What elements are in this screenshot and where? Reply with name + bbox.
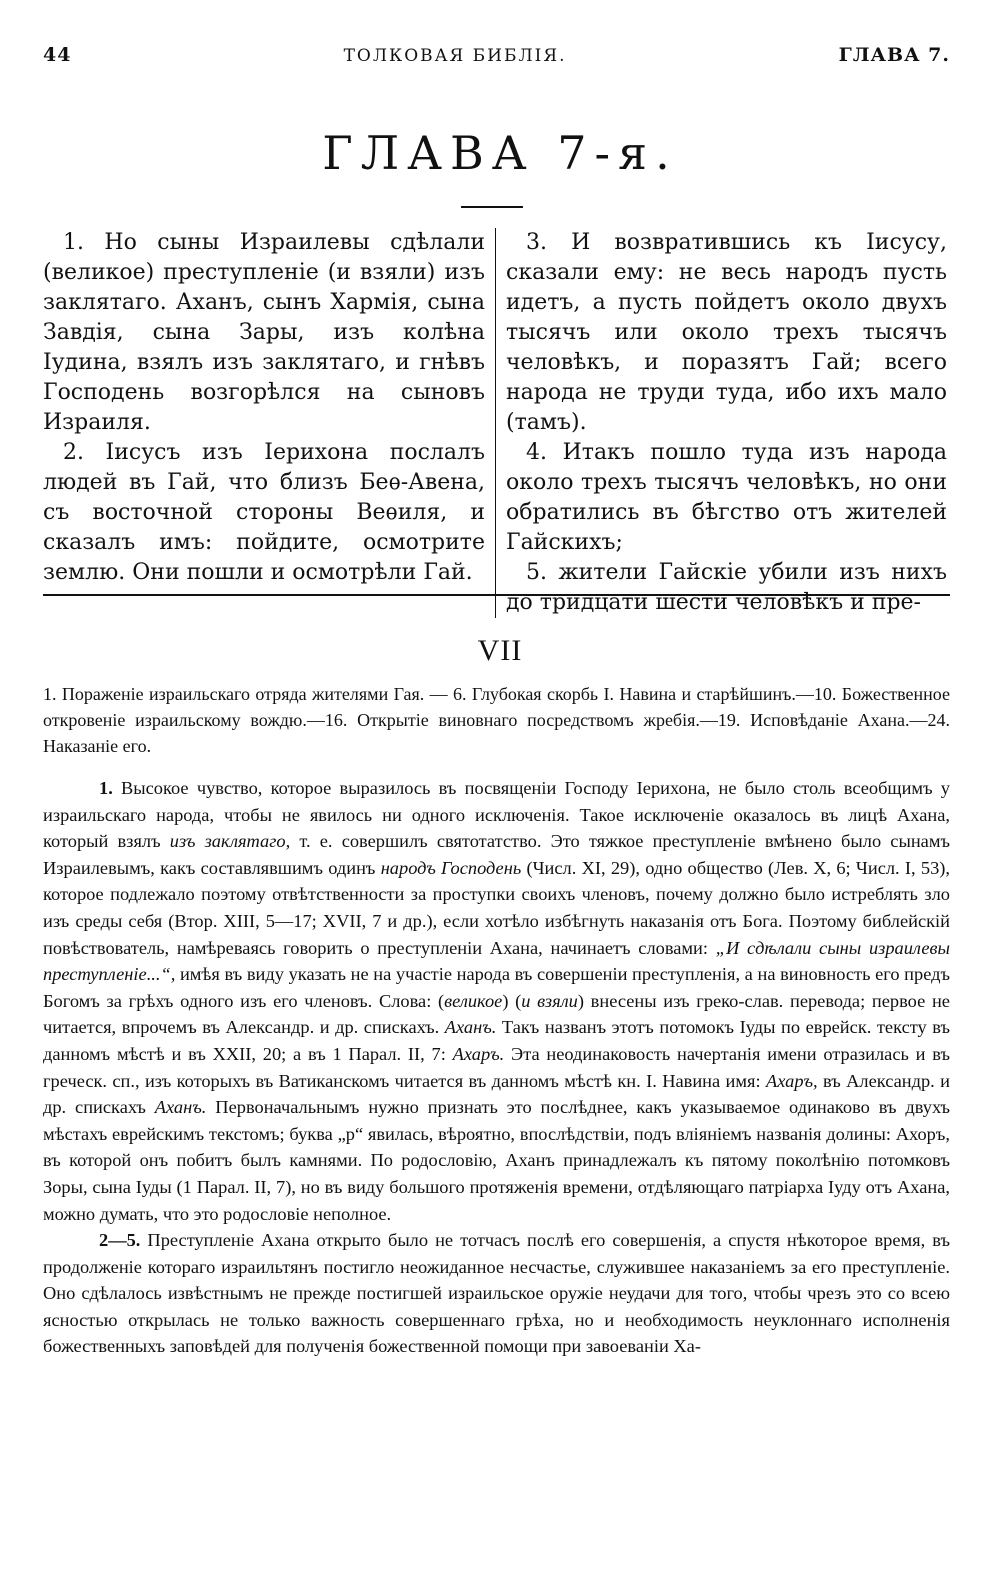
commentary-emphasis: народъ Господень [380,857,522,878]
commentary-text: Эта неодинаковость начертанія имени отразилась и въ греческ. сп., изъ которыхъ въ Ватиканскомъ читается въ данномъ мѣстѣ кн. І. Навина имя: [43,1043,950,1091]
commentary-emphasis: „И сдѣлали сыны израилевы преступленіе...“, [43,937,950,985]
verse-4: 4. Итакъ пошло туда изъ народа около трехъ тысячъ человѣкъ, но они обратились въ бѣгство отъ жителей Гайскихъ; [506,440,947,555]
commentary-text: Высокое чувство, которое выразилось въ посвященіи Господу Іерихона, не было столь всеобщимъ у израильскаго народа, чтобы не явилось ни одного исключенія. Такое исключеніе оказалось въ лицѣ Ахана, который взялъ [43,778,950,852]
chapter-label: ГЛАВА 7. [838,44,950,66]
commentary-emphasis: Аханъ. [154,1097,207,1118]
commentary-text: Такъ названъ этотъ потомокъ Іуды по еврейск. тексту въ данномъ мѣстѣ и въ XXII, 20; а въ 1 Парал. II, 7: [43,1017,950,1064]
commentary-number: 1. [99,778,113,798]
verse-column-right [495,228,947,618]
commentary-text: ) внесены изъ греко-слав. перевода; первое не читается, впрочемъ въ Александр. и др. спискахъ. [43,990,950,1038]
commentary-text: ) ( [502,990,522,1011]
commentary-text: (Числ. XI, 29), одно общество (Лев. X, 6; Числ. I, 53), которое подлежало поэтому отвѣтственности за проступки своихъ членовъ, почему должно было истреблять зло изъ среды себя (Втор. XIII, 5—17; XVII, 7 и др.), если хотѣло избѣгнуть наказанія отъ Бога. Поэтому библейскій повѣствователь, намѣреваясь говорить о преступленіи Ахана, начинаетъ словами: [43,857,950,958]
commentary-emphasis: изъ заклятаго, [169,831,291,852]
commentary-emphasis: Ахаръ. [452,1043,505,1064]
commentary-text: въ Александр. и др. спискахъ [43,1070,950,1118]
commentary [43,775,950,1360]
running-title: ТОЛКОВАЯ БИБЛІЯ. [343,46,567,66]
commentary-paragraph-1 [43,775,950,1227]
chapter-title: ГЛАВА 7-я. [322,126,678,180]
commentary-text: имѣя въ виду указать не на участіе народа въ совершеніи преступленія, а на виновность его предъ Богомъ за грѣхъ одного изъ его членовъ. Слова: ( [43,964,950,1011]
verse-column-left [43,228,495,588]
commentary-emphasis: Ахаръ, [765,1070,818,1091]
verse-divider-rule [43,594,950,596]
commentary-number: 2—5. [99,1230,141,1251]
commentary-emphasis: великое [444,990,503,1011]
verse-columns [43,228,950,618]
page-number: 44 [43,44,72,66]
verse-2: 2. Іисусъ изъ Іерихона послалъ людей въ Гай, что близъ Беѳ-Авена, съ восточной стороны Веѳиля, и сказалъ имъ: пойдите, осмотрите землю. Они пошли и осмотрѣли Гай. [43,440,485,585]
verse-5: 5. жители Гайскіе убили изъ нихъ до тридцати шести человѣкъ и пре- [506,560,947,615]
commentary-emphasis: Аханъ. [444,1017,497,1038]
commentary-text: Первоначальнымъ нужно признать это послѣднее, какъ указываемое одинаково въ двухъ мѣстахъ еврейскимъ текстомъ; буква „р“ явилась, вѣроятно, впослѣдствіи, подъ вліяніемъ названія долины: Ахоръ, въ которой онъ побитъ былъ камнями. По родословію, Аханъ принадлежалъ къ пятому поколѣнію потомковъ Зоры, сына Іуды (1 Парал. II, 7), но въ виду большого протяженія времени, отдѣляющаго патріарха Іуду отъ Ахана, можно думать, что это родословіе неполное. [43,1097,950,1224]
title-rule [461,206,523,208]
commentary-numeral: VII [477,634,523,667]
verse-3: 3. И возвратившись къ Іисусу, сказали ему: не весь народъ пусть идетъ, а пусть пойдетъ около двухъ тысячъ или около трехъ тысячъ человѣкъ, и поразятъ Гай; всего народа не труди туда, ибо ихъ мало (тамъ). [506,230,947,435]
commentary-text: Преступленіе Ахана открыто было не тотчасъ послѣ его совершенія, а спустя нѣкоторое время, въ продолженіе котораго израильтянъ постигло неожиданное несчастье, служившее наказаніемъ за его преступленіе. Оно сдѣлалось извѣстнымъ не прежде постигшей израильское оружіе неудачи для того, чтобы чрезъ это со всею ясностью открылась не только важность совершеннаго грѣха, но и необходимость неуклоннаго исполненія божественныхъ заповѣдей для полученія божественной помощи при завоеваніи Ха- [43,1230,950,1357]
verse-1: 1. Но сыны Израилевы сдѣлали (великое) преступленіе (и взяли) изъ заклятаго. Аханъ, сынъ Хармія, сына Завдія, сына Зары, изъ колѣна Іудина, взялъ изъ заклятаго, и гнѣвъ Господень возгорѣлся на сыновъ Израиля. [43,230,485,435]
commentary-emphasis: и взяли [521,990,578,1011]
commentary-paragraph-2 [43,1227,950,1360]
running-header [43,44,950,66]
chapter-summary: 1. Пораженіе израильскаго отряда жителями Гая. — 6. Глубокая скорбь І. Навина и старѣйшинъ.—10. Божественное откровеніе израильскому вождю.—16. Открытіе виновнаго посредствомъ жребія.—19. Исповѣданіе Ахана.—24. Наказаніе его. [43,684,950,756]
commentary-text: т. е. совершилъ святотатство. Это тяжкое преступленіе вмѣнено было сынамъ Израилевымъ, какъ составлявшимъ одинъ [43,831,950,878]
